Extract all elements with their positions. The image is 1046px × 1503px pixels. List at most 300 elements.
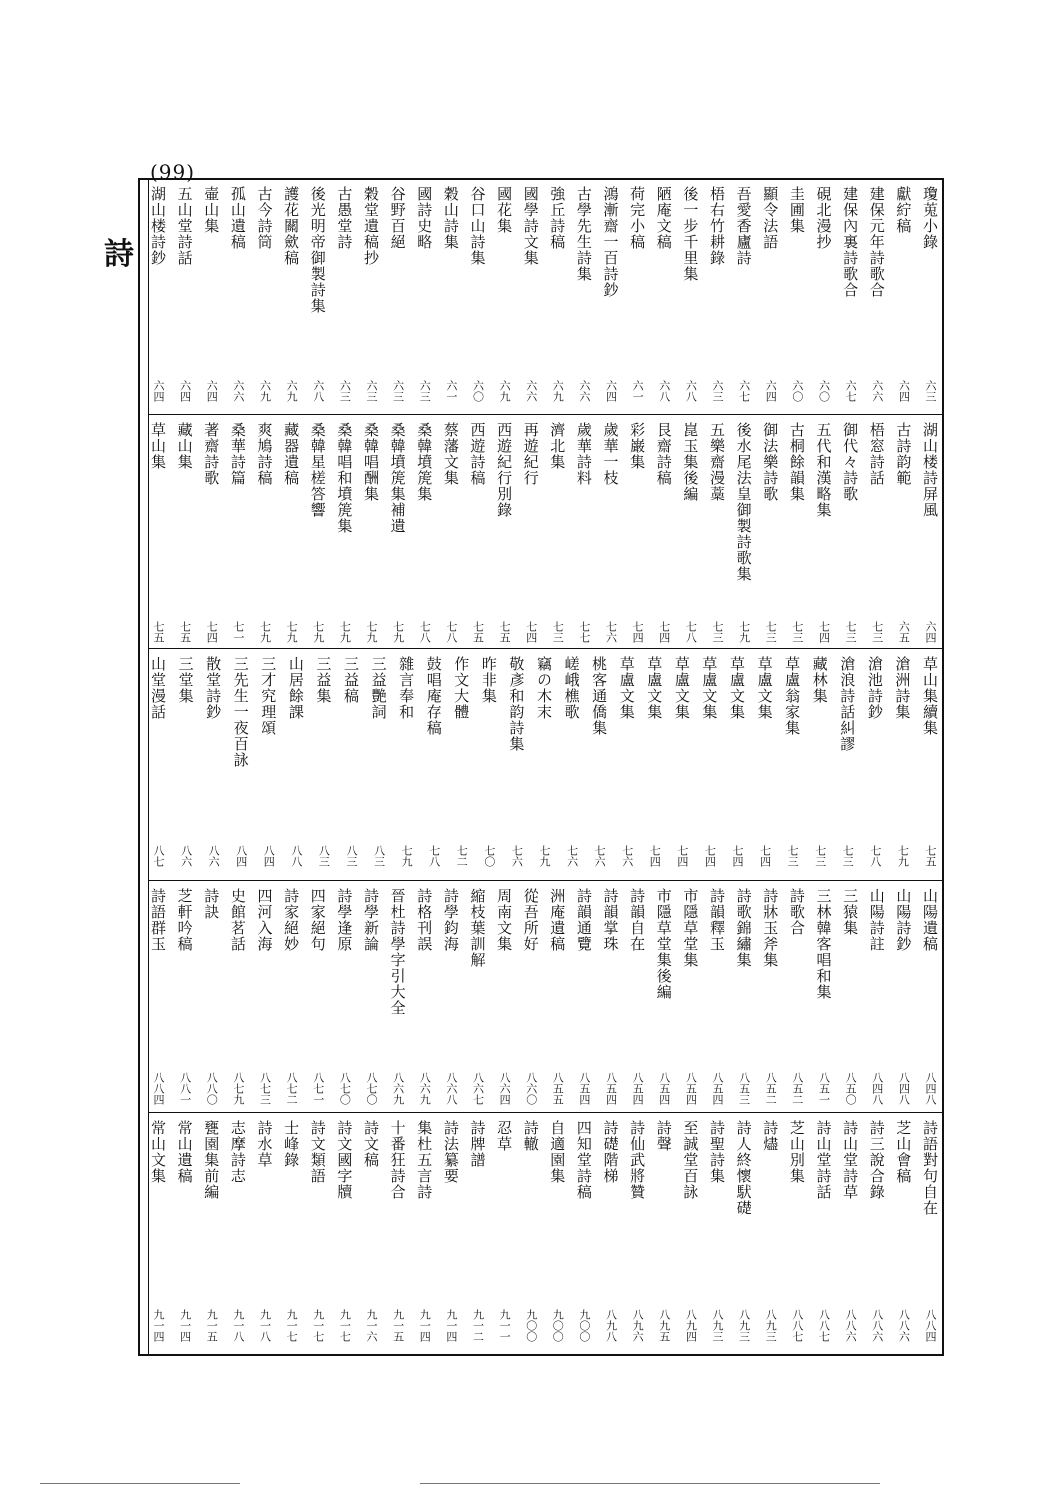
entry-title: 歲華一枝	[601, 422, 620, 486]
index-entry	[385, 180, 411, 414]
entry-title: 市隱草堂集後編	[654, 888, 673, 1000]
index-entry	[624, 416, 650, 648]
entry-page: 七三	[870, 621, 884, 643]
entry-title: 山陽詩鈔	[894, 888, 913, 952]
index-entry	[544, 882, 570, 1112]
entry-page: 七八	[427, 845, 441, 867]
entry-title: 後光明帝御製詩集	[308, 186, 327, 314]
entry-page: 七三	[764, 621, 778, 643]
entry-title: 御法樂詩歌	[761, 422, 780, 502]
entry-page: 七四	[631, 621, 645, 643]
entry-page: 八五四	[577, 1072, 591, 1105]
entry-page: 六九	[498, 380, 512, 402]
entry-title: 詩文類語	[308, 1120, 327, 1184]
index-entry	[145, 1114, 171, 1350]
index-entry	[198, 1114, 224, 1350]
entry-page: 八八四	[924, 1309, 937, 1342]
index-entry	[225, 882, 251, 1112]
index-entry	[837, 416, 863, 648]
entry-title: 芝山會稿	[894, 1120, 913, 1184]
index-entry	[411, 180, 437, 414]
entry-page: 六七	[844, 380, 858, 402]
index-entry	[145, 180, 171, 414]
entry-title: 濟北集	[548, 422, 567, 470]
entry-page: 八八七	[790, 1309, 804, 1342]
index-entry	[757, 882, 783, 1112]
index-entry	[331, 1114, 357, 1350]
entry-title: 草盧文集	[645, 656, 664, 720]
entry-page: 七三	[786, 845, 800, 867]
entry-page: 八九八	[604, 1309, 618, 1342]
entry-page: 六八	[684, 380, 698, 402]
entry-title: 山居餘課	[286, 656, 305, 720]
index-entry	[145, 416, 171, 648]
entry-page: 八四八	[897, 1072, 911, 1105]
entry-page: 八七九	[231, 1072, 245, 1105]
index-entry	[864, 1114, 890, 1350]
entry-page: 九一八	[231, 1309, 245, 1342]
entry-title: 湖山楼詩屏風	[921, 422, 939, 518]
entry-title: 詩學逢原	[335, 888, 354, 952]
entry-page: 九一四	[444, 1309, 458, 1342]
entry-title: 洲庵遺稿	[548, 888, 567, 952]
index-entry	[518, 1114, 544, 1350]
index-entry	[624, 882, 650, 1112]
entry-title: 詩聖詩集	[708, 1120, 727, 1184]
entry-title: 壷山集	[202, 186, 221, 234]
entry-title: 桑華詩篇	[228, 422, 247, 486]
index-entry	[651, 882, 677, 1112]
entry-title: 詩三說合錄	[867, 1120, 886, 1200]
index-entry	[385, 882, 411, 1112]
entry-title: 集杜五言詩	[415, 1120, 434, 1200]
entry-title: 詩家絕妙	[282, 888, 301, 952]
index-entry	[385, 1114, 411, 1350]
index-entry	[624, 1114, 650, 1350]
entry-page: 八四八	[924, 1072, 937, 1105]
entry-title: 詩人終懷䭾礎	[734, 1120, 753, 1216]
index-entry	[331, 882, 357, 1112]
index-entry	[464, 882, 490, 1112]
index-entry	[862, 650, 888, 880]
index-entry	[278, 1114, 304, 1350]
entry-title: 山堂漫話	[149, 656, 167, 720]
index-entry	[411, 416, 437, 648]
entry-page: 七五	[152, 621, 165, 643]
entry-page: 七四	[675, 845, 689, 867]
index-entry	[385, 416, 411, 648]
entry-page: 九一五	[391, 1309, 405, 1342]
entry-page: 七五	[498, 621, 512, 643]
entry-page: 六〇	[471, 380, 485, 402]
index-entry	[278, 882, 304, 1112]
index-entry	[145, 882, 171, 1112]
index-entry	[731, 416, 757, 648]
entry-page: 六七	[737, 380, 751, 402]
entry-page: 八七一	[311, 1072, 325, 1105]
entry-page: 六四	[764, 380, 778, 402]
index-entry	[757, 416, 783, 648]
index-entry	[491, 882, 517, 1112]
index-entry	[757, 1114, 783, 1350]
entry-page: 九〇〇	[577, 1309, 591, 1342]
entry-title: 忍草	[495, 1120, 514, 1152]
entry-title: 四河入海	[255, 888, 274, 952]
entry-page: 七九	[364, 621, 378, 643]
entry-title: 詩學新論	[361, 888, 380, 952]
index-entry	[544, 180, 570, 414]
entry-page: 八五四	[657, 1072, 671, 1105]
entry-title: 古今詩筒	[255, 186, 274, 250]
index-entry	[571, 1114, 597, 1350]
index-entry	[811, 1114, 837, 1350]
entry-title: 孤山遺稿	[228, 186, 247, 250]
entry-page: 六三	[364, 380, 378, 402]
entry-page: 七三	[841, 845, 855, 867]
entry-title: 草盧文集	[700, 656, 719, 720]
index-entry	[917, 882, 943, 1112]
entry-title: 桑韓墳箎集	[415, 422, 434, 502]
index-entry	[438, 1114, 464, 1350]
entry-page: 七六	[620, 845, 634, 867]
entry-title: 五代和漢略集	[814, 422, 833, 518]
entry-page: 六六	[231, 380, 245, 402]
entry-title: 國學詩文集	[521, 186, 540, 266]
index-entry	[784, 882, 810, 1112]
index-entry	[544, 416, 570, 648]
entry-title: 古愚堂詩	[335, 186, 354, 250]
entry-page: 八九六	[631, 1309, 645, 1342]
entry-title: 穀山詩集	[441, 186, 460, 250]
entry-title: 三堂集	[176, 656, 195, 704]
entry-page: 七九	[391, 621, 405, 643]
entry-page: 六四	[205, 380, 219, 402]
entry-title: 詩韻自在	[628, 888, 647, 952]
entry-page: 八七三	[258, 1072, 272, 1105]
entry-title: 四知堂詩稿	[574, 1120, 593, 1200]
entry-page: 八九三	[764, 1309, 778, 1342]
entry-page: 八六七	[471, 1072, 485, 1105]
entry-page: 七九	[258, 621, 272, 643]
entry-page: 八六九	[418, 1072, 432, 1105]
entry-page: 八八六	[870, 1309, 884, 1342]
entry-title: 護花關歛稿	[282, 186, 301, 266]
entry-page: 八八〇	[205, 1072, 219, 1105]
index-entry	[448, 650, 474, 880]
entry-title: 五山堂詩話	[175, 186, 194, 266]
entry-page: 七三	[711, 621, 725, 643]
entry-title: 至誠堂百詠	[681, 1120, 700, 1200]
entry-title: 市隱草堂集	[681, 888, 700, 968]
entry-page: 八八六	[897, 1309, 911, 1342]
index-entry	[173, 650, 199, 880]
entry-title: 詩歌合	[787, 888, 806, 936]
index-entry	[677, 882, 703, 1112]
entry-title: 崑玉集後編	[681, 422, 700, 502]
entry-page: 八七二	[285, 1072, 299, 1105]
entry-title: 史館茗話	[228, 888, 247, 952]
page-number: (99)	[150, 160, 196, 184]
entry-page: 八六九	[391, 1072, 405, 1105]
entry-page: 七二	[455, 845, 469, 867]
entry-title: 詩韻掌珠	[601, 888, 620, 952]
entry-page: 八五二	[790, 1072, 804, 1105]
index-entry	[752, 650, 778, 880]
index-entry	[641, 650, 667, 880]
entry-page: 九一八	[258, 1309, 272, 1342]
index-entry	[331, 180, 357, 414]
entry-page: 六四	[152, 380, 165, 402]
entry-title: 敬彥和韵詩集	[507, 656, 526, 752]
entry-page: 七七	[577, 621, 591, 643]
entry-title: 湖山楼詩鈔	[149, 186, 167, 266]
index-entry	[518, 416, 544, 648]
entry-title: 再遊紀行	[521, 422, 540, 486]
entry-title: 草盧文集	[728, 656, 746, 720]
index-entry	[864, 180, 890, 414]
entry-page: 七九	[400, 845, 414, 867]
entry-title: 陋庵文稿	[654, 186, 673, 250]
entry-page: 八六	[179, 845, 193, 867]
entry-page: 六〇	[817, 380, 831, 402]
index-entry	[358, 180, 384, 414]
section-label: 詩	[104, 237, 134, 272]
entry-title: 詩學鈞海	[441, 888, 460, 952]
index-entry	[598, 180, 624, 414]
entry-page: 七八	[684, 621, 698, 643]
entry-page: 六九	[551, 380, 565, 402]
block-divider	[148, 648, 942, 649]
entry-title: 鴻漸齋一百詩鈔	[601, 186, 620, 298]
index-entry	[172, 1114, 198, 1350]
index-entry	[704, 1114, 730, 1350]
entry-title: 詩聲	[654, 1120, 673, 1152]
entry-page: 六八	[657, 380, 671, 402]
entry-title: 三林韓客唱和集	[814, 888, 833, 1000]
index-entry	[598, 882, 624, 1112]
entry-title: 滄洲詩集	[893, 656, 912, 720]
entry-page: 九一五	[205, 1309, 219, 1342]
entry-title: 詩訣	[202, 888, 221, 920]
index-entry	[476, 650, 502, 880]
index-entry	[544, 1114, 570, 1350]
entry-title: 詩韻釋玉	[708, 888, 727, 952]
index-entry	[890, 882, 916, 1112]
index-entry	[305, 416, 331, 648]
entry-page: 七四	[648, 845, 662, 867]
index-entry	[438, 416, 464, 648]
entry-title: 嵯峨樵歌	[562, 656, 581, 720]
entry-title: 草盧文集	[617, 656, 636, 720]
index-entry	[198, 180, 224, 414]
index-entry	[228, 650, 254, 880]
entry-page: 六三	[391, 380, 405, 402]
entry-page: 七三	[551, 621, 565, 643]
entry-page: 六四	[604, 380, 618, 402]
index-entry	[503, 650, 529, 880]
entry-page: 七四	[205, 621, 219, 643]
index-entry	[890, 1114, 916, 1350]
index-entry	[704, 180, 730, 414]
index-entry	[411, 1114, 437, 1350]
entry-page: 七九	[338, 621, 352, 643]
entry-page: 八四	[234, 845, 248, 867]
entry-page: 八八	[289, 845, 303, 867]
entry-title: 三猿集	[841, 888, 860, 936]
entry-title: 滄池詩鈔	[865, 656, 884, 720]
entry-title: 草山集	[149, 422, 167, 470]
index-entry	[837, 1114, 863, 1350]
index-entry	[890, 180, 916, 414]
block-divider	[148, 414, 942, 415]
entry-title: 三益集	[314, 656, 333, 704]
index-entry	[531, 650, 557, 880]
entry-title: 彩巌集	[628, 422, 647, 470]
index-entry	[571, 180, 597, 414]
entry-title: 山陽遺稿	[921, 888, 939, 952]
index-entry	[917, 1114, 943, 1350]
entry-title: 山陽詩註	[867, 888, 886, 952]
entry-page: 七九	[896, 845, 910, 867]
entry-title: 草盧文集	[755, 656, 774, 720]
entry-title: 御代々詩歌	[841, 422, 860, 502]
index-entry	[704, 882, 730, 1112]
index-entry	[917, 180, 943, 414]
entry-page: 八七〇	[364, 1072, 378, 1105]
entry-page: 六五	[897, 621, 911, 643]
index-entry	[917, 416, 943, 648]
entry-page: 六六	[577, 380, 591, 402]
index-entry	[225, 180, 251, 414]
index-entry	[784, 416, 810, 648]
entry-title: 周南文集	[495, 888, 514, 952]
entry-page: 八六	[207, 845, 221, 867]
entry-title: 詩燼	[761, 1120, 780, 1152]
entry-title: 三才究理頌	[259, 656, 278, 736]
entry-page: 八三	[345, 845, 358, 867]
entry-title: 梧右竹耕錄	[708, 186, 727, 266]
entry-title: 詩法纂要	[441, 1120, 460, 1184]
entry-title: 詩語群玉	[149, 888, 167, 952]
index-entry	[864, 416, 890, 648]
index-entry	[807, 650, 833, 880]
index-entry	[834, 650, 860, 880]
index-entry	[438, 180, 464, 414]
entry-page: 八八四	[152, 1072, 165, 1105]
index-entry	[571, 416, 597, 648]
entry-page: 九一七	[311, 1309, 325, 1342]
entry-page: 七八	[868, 845, 882, 867]
index-entry	[198, 416, 224, 648]
entry-page: 七五	[178, 621, 192, 643]
index-entry	[696, 650, 722, 880]
index-entry	[890, 416, 916, 648]
index-entry	[917, 650, 943, 880]
entry-page: 七三	[813, 845, 827, 867]
index-entry	[200, 650, 226, 880]
index-entry	[358, 1114, 384, 1350]
entry-page: 七一	[231, 621, 245, 643]
entry-page: 八六〇	[524, 1072, 538, 1105]
entry-title: 詩格刊誤	[415, 888, 434, 952]
entry-title: 西遊詩稿	[468, 422, 487, 486]
entry-title: 芝軒吟稿	[175, 888, 194, 952]
entry-title: 散堂詩鈔	[204, 656, 223, 720]
entry-title: 顯令法語	[761, 186, 780, 250]
entry-page: 八九三	[737, 1309, 751, 1342]
entry-page: 六三	[418, 380, 432, 402]
entry-title: 詩牌譜	[468, 1120, 487, 1168]
entry-title: 桑韓星槎答響	[308, 422, 327, 518]
entry-title: 強丘詩稿	[548, 186, 567, 250]
scan-edge-line	[420, 1483, 880, 1484]
index-entry	[724, 650, 750, 880]
index-entry	[278, 416, 304, 648]
entry-title: 常山文集	[149, 1120, 167, 1184]
index-entry	[518, 882, 544, 1112]
entry-title: 詩文國字牘	[335, 1120, 354, 1200]
entry-page: 八九三	[711, 1309, 725, 1342]
entry-title: 瓊莵小錄	[921, 186, 939, 250]
entry-page: 八九五	[657, 1309, 671, 1342]
entry-page: 六〇	[790, 380, 804, 402]
entry-title: 鼓唱庵存稿	[424, 656, 443, 736]
entry-title: 詩歌錦繡集	[734, 888, 753, 968]
entry-title: 桑韓唱酬集	[361, 422, 380, 502]
index-entry	[614, 650, 640, 880]
index-entry	[779, 650, 805, 880]
index-entry	[731, 882, 757, 1112]
entry-page: 六三	[711, 380, 725, 402]
entry-page: 八四	[262, 845, 276, 867]
entry-title: 甕園集前編	[202, 1120, 221, 1200]
index-entry	[464, 180, 490, 414]
index-entry	[393, 650, 419, 880]
index-entry	[586, 650, 612, 880]
entry-title: 藏器遺稿	[282, 422, 301, 486]
entry-page: 七五	[471, 621, 485, 643]
entry-page: 七八	[444, 621, 458, 643]
entry-page: 九一四	[418, 1309, 432, 1342]
entry-title: 詩礎階梯	[601, 1120, 620, 1184]
index-entry	[811, 416, 837, 648]
index-entry	[255, 650, 281, 880]
index-entry	[251, 882, 277, 1112]
entry-page: 八八一	[178, 1072, 192, 1105]
entry-page: 八三	[372, 845, 386, 867]
entry-page: 九一一	[498, 1309, 512, 1342]
entry-page: 七八	[418, 621, 432, 643]
entry-title: 硯北漫抄	[814, 186, 833, 250]
entry-title: 三先生一夜百詠	[231, 656, 250, 768]
entry-title: 詩仙武將贊	[628, 1120, 647, 1200]
index-entry	[421, 650, 447, 880]
scan-edge-line	[40, 1483, 240, 1484]
index-entry	[559, 650, 585, 880]
entry-title: 古桐餘韻集	[787, 422, 806, 502]
entry-page: 七四	[731, 845, 744, 867]
index-entry	[172, 416, 198, 648]
index-entry	[837, 180, 863, 414]
entry-page: 七四	[703, 845, 717, 867]
entry-page: 七四	[524, 621, 538, 643]
index-entry	[731, 1114, 757, 1350]
entry-title: 詩語對句自在	[921, 1120, 939, 1216]
entry-page: 八五二	[764, 1072, 778, 1105]
entry-page: 八八六	[844, 1309, 858, 1342]
entry-title: 詩水草	[255, 1120, 274, 1168]
block-divider	[148, 880, 942, 881]
